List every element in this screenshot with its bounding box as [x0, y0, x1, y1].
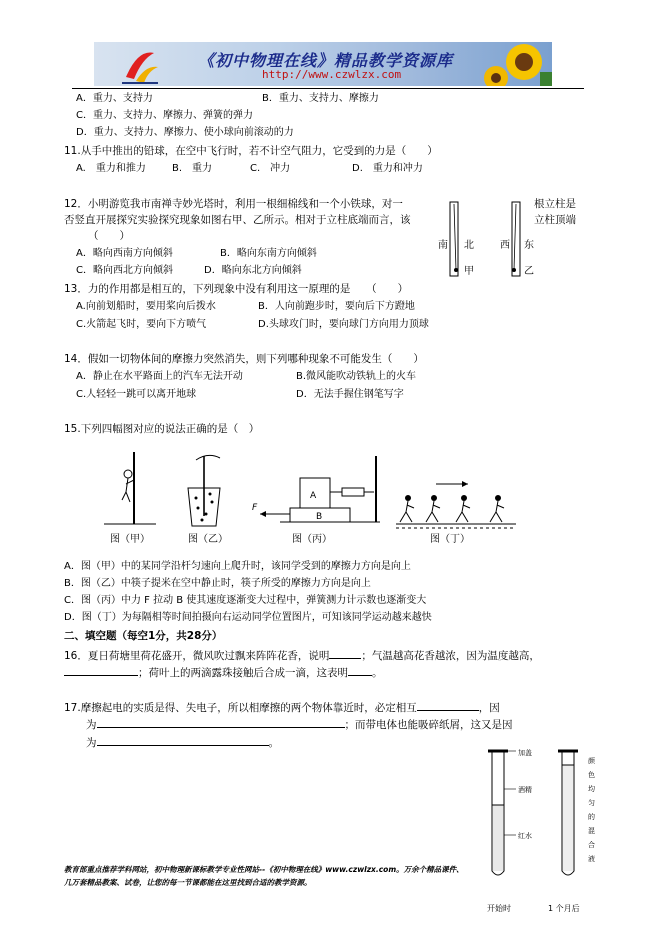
footer-line2: 几万套精品教案、试卷，让您的每一节课都能在这里找到合适的教学资源。	[64, 878, 312, 887]
q10-option-c: C．重力、支持力、摩擦力、弹簧的弹力	[76, 110, 253, 121]
tube-caption-month: 1 个月后	[548, 904, 580, 913]
tube-label-water: 红水	[518, 832, 532, 840]
tube-side-5: 混	[588, 827, 595, 835]
q14-stem: 14．假如一切物体间的摩擦力突然消失，则下列哪种现象不可能发生（ ）	[64, 353, 424, 365]
q12-stem-line1-end: 根立柱是	[534, 198, 576, 210]
q15-figure-panel	[96, 442, 556, 552]
section-fill-blank-title: 二、填空题（每空1分，共28分）	[64, 630, 223, 642]
tube-side-0: 颜	[588, 757, 595, 765]
q15-option-d: D．图（丁）为每隔相等时间拍摄向右运动同学位置图片，可知该同学运动越来越快	[64, 612, 432, 623]
label-north: 北	[464, 240, 474, 251]
q12-option-a: A．略向西南方向倾斜	[76, 248, 173, 259]
header-rule	[72, 88, 584, 89]
q17-blank-2[interactable]	[97, 716, 345, 728]
q16-blank-2[interactable]	[64, 664, 138, 676]
q17-text-3b: 。	[268, 737, 279, 749]
q17-text-2b: ；而带电体也能吸碎纸屑，这又是因	[344, 719, 513, 731]
footer-line1: 教育部重点推荐学科网站，初中物理新课标教学专业性网站--《初中物理在线》www.czwlzx.com。万余个精品课件、	[64, 865, 464, 874]
q12-stem-line2-end: 立柱顶端	[534, 214, 576, 226]
q11-option-d: D. 重力和冲力	[352, 163, 423, 174]
q16-blank-1[interactable]	[329, 647, 361, 659]
tube-side-1: 色	[588, 771, 595, 779]
q14-option-a: A．静止在水平路面上的汽车无法开动	[76, 371, 243, 382]
tube-side-6: 合	[588, 841, 595, 849]
q15-option-a: A．图（甲）中的某同学沿杆匀速向上爬升时，该同学受到的摩擦力方向是向上	[64, 561, 411, 572]
q17-blank-1[interactable]	[417, 699, 479, 711]
tube-label-alcohol: 酒精	[518, 786, 532, 794]
q13-option-b: B．人向前跑步时，要向后下方蹬地	[258, 301, 415, 312]
q10-option-b: B．重力、支持力、摩擦力	[262, 93, 379, 104]
q16-text-2b: ；荷叶上的两滴露珠接触后合成一滴，这表明	[138, 667, 348, 679]
fig-bing-blocks	[252, 456, 380, 545]
q11-option-a: A. 重力和推力	[76, 163, 146, 174]
q13-option-a: A.向前划船时，要用桨向后拨水	[76, 301, 216, 312]
q12-option-b: B．略向东南方向倾斜	[220, 248, 317, 259]
q16-line1	[64, 647, 540, 663]
q15-stem: 15.下列四幅图对应的说法正确的是（ ）	[64, 423, 260, 435]
label-jia: 甲	[464, 266, 474, 277]
fig-bing-A: A	[310, 491, 317, 501]
q11-option-b: B. 重力	[172, 163, 213, 174]
fig-yi-chopsticks-cup	[188, 455, 228, 545]
label-yi: 乙	[524, 266, 534, 277]
tube-side-3: 匀	[588, 799, 595, 807]
fig-jia-label: 图（甲）	[110, 534, 150, 545]
q17-line1	[64, 699, 500, 715]
q17-text-2a: 为	[86, 719, 97, 731]
q12-option-c: C．略向西北方向倾斜	[76, 265, 173, 276]
q17-blank-3[interactable]	[97, 734, 269, 746]
site-logo	[120, 45, 160, 85]
q12-stem-line2: 否竖直开展探究实验探究现象如图右甲、乙所示。相对于立柱底端而言，该	[64, 214, 411, 226]
fig-bing-label: 图（丙）	[292, 534, 332, 545]
q17-line3	[64, 734, 279, 750]
q16-line2	[64, 664, 383, 680]
q16-text-1b: ；气温越高花香越浓，因为温度越高，	[361, 650, 540, 662]
q13-option-c: C.火箭起飞时，要向下方喷气	[76, 319, 207, 330]
fig-bing-F: F	[252, 503, 258, 513]
banner-url[interactable]: http://www.czwlzx.com	[262, 68, 402, 81]
tube-side-7: 液	[588, 855, 595, 863]
tube-caption-start: 开始时	[487, 904, 511, 913]
fig-yi-label: 图（乙）	[188, 534, 228, 545]
fig-jia-pole-climber	[104, 452, 156, 545]
q17-text-1b: ，因	[478, 702, 500, 714]
label-west: 西	[500, 240, 510, 251]
tube-side-4: 的	[588, 813, 595, 821]
q13-option-d: D.头球攻门时，要向球门方向用力顶球	[258, 319, 429, 330]
q14-option-b: B.微风能吹动铁轨上的火车	[296, 371, 417, 382]
q12-answer-bracket: （ ）	[88, 230, 130, 242]
tube-label-cover: 加盖	[518, 749, 532, 757]
fig-ding-runners	[396, 481, 516, 545]
q14-option-d: D．无法手握住钢笔写字	[296, 389, 404, 400]
q10-option-a: A．重力、支持力	[76, 93, 153, 104]
q15-option-b: B．图（乙）中筷子提米在空中静止时，筷子所受的摩擦力方向是向上	[64, 578, 371, 589]
sunflower-image	[482, 42, 552, 86]
q13-stem: 13．力的作用都是相互的，下列现象中没有利用这一原理的是 （ ）	[64, 283, 409, 295]
q12-stem-line1: 12．小明游览我市南禅寺妙光塔时，利用一根细棉线和一个小铁球，对一	[64, 198, 403, 210]
q17-line2	[64, 716, 513, 732]
q12-option-d: D．略向东北方向倾斜	[204, 265, 302, 276]
q16-blank-3[interactable]	[348, 664, 372, 676]
q14-option-c: C.人轻轻一跳可以离开地球	[76, 389, 197, 400]
tube-side-2: 均	[588, 785, 595, 793]
fig-ding-label: 图（丁）	[430, 534, 470, 545]
q12-pillar-figure	[432, 198, 562, 278]
q16-text-1: 16．夏日荷塘里荷花盛开，微风吹过飘来阵阵花香，说明	[64, 650, 330, 662]
q16-text-2c: 。	[372, 667, 383, 679]
fig-bing-B: B	[316, 512, 323, 522]
label-south: 南	[438, 240, 448, 251]
banner-title: 《初中物理在线》精品教学资源库	[198, 51, 454, 70]
q11-option-c: C. 冲力	[250, 163, 291, 174]
q17-tube-figure	[482, 745, 612, 881]
label-east: 东	[524, 240, 534, 251]
q17-text-3a: 为	[86, 737, 97, 749]
q17-text-1: 17.摩擦起电的实质是得、失电子，所以相摩擦的两个物体靠近时，必定相互	[64, 702, 417, 714]
q10-option-d: D．重力、支持力、摩擦力、使小球向前滚动的力	[76, 127, 294, 138]
header-banner	[94, 42, 552, 86]
q11-stem: 11.从手中推出的铅球，在空中飞行时，若不计空气阻力，它受到的力是（ ）	[64, 145, 438, 157]
q15-option-c: C．图（丙）中力 F 拉动 B 使其速度逐渐变大过程中，弹簧测力计示数也逐渐变大	[64, 595, 427, 606]
